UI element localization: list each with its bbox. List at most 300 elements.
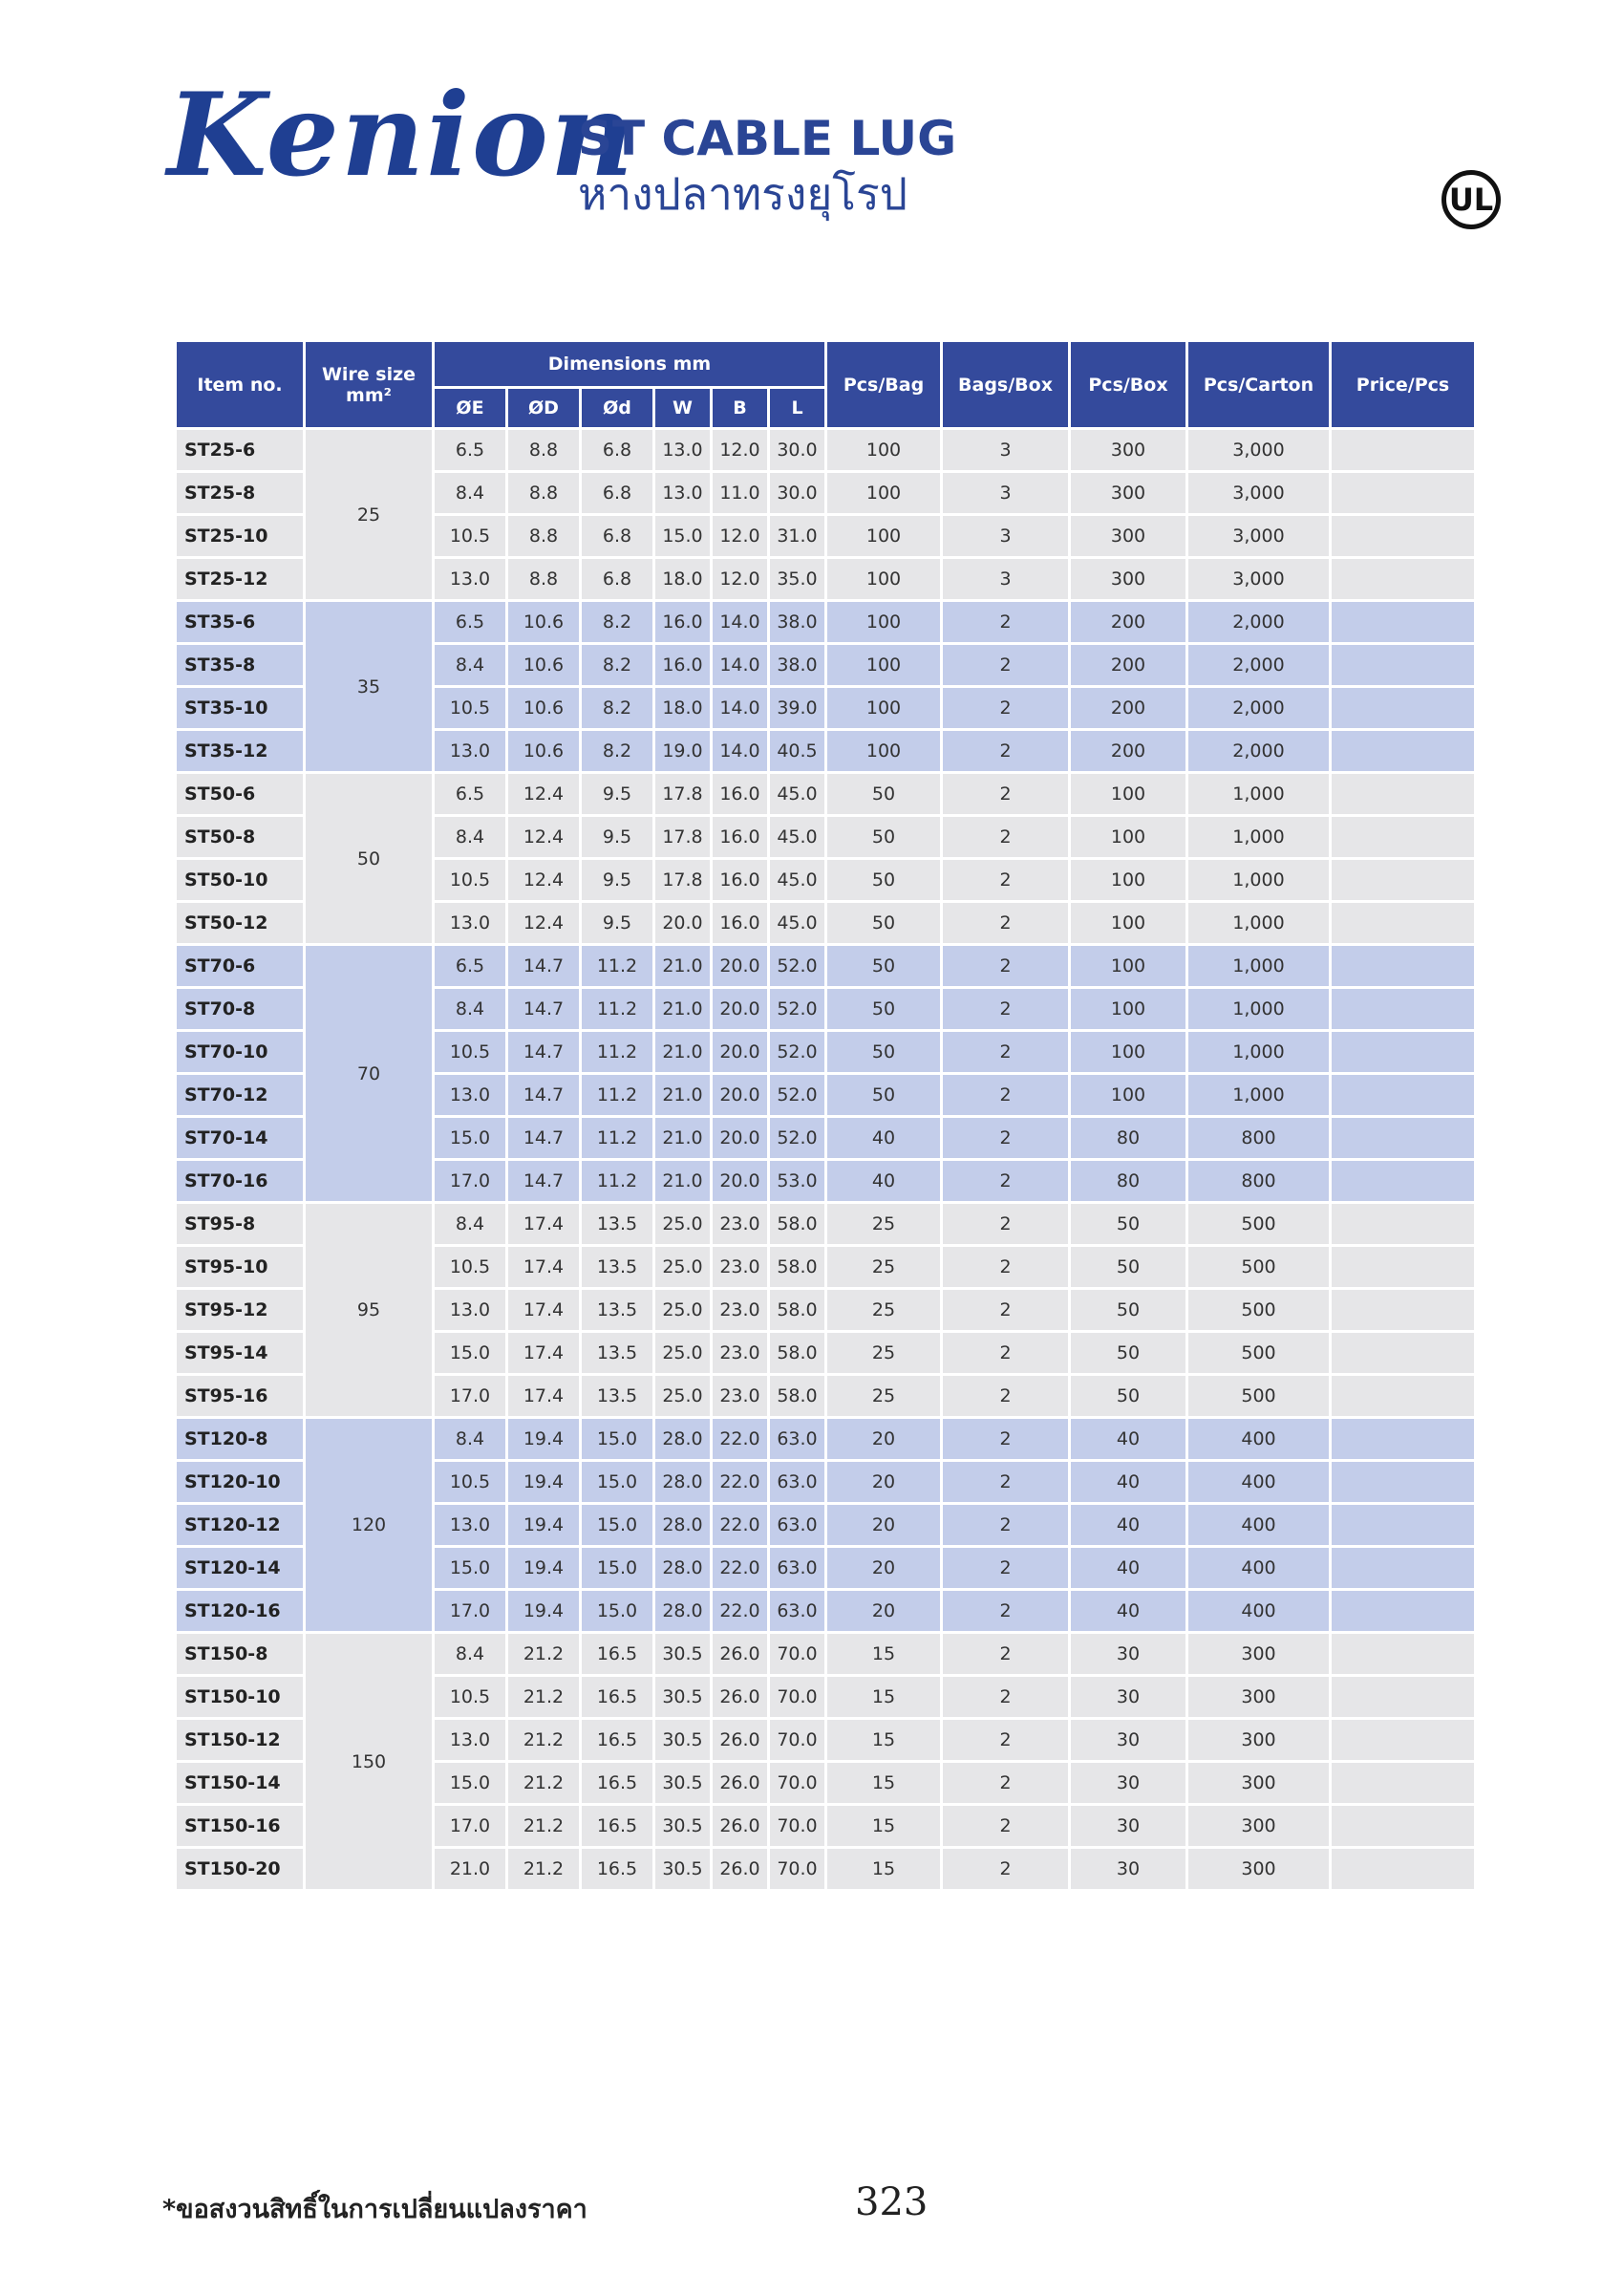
cell-dim-l: 30.0 [770, 473, 824, 513]
cell-item-no: ST95-16 [177, 1376, 303, 1416]
cell-dim-big-d: 21.2 [508, 1634, 579, 1674]
cell-dim-l: 39.0 [770, 688, 824, 728]
page-title: ST CABLE LUG [578, 111, 957, 166]
cell-dim-big-d: 8.8 [508, 473, 579, 513]
cell-dim-b: 20.0 [713, 1075, 767, 1115]
cell-dim-l: 70.0 [770, 1677, 824, 1717]
cell-pcs-carton: 1,000 [1188, 1075, 1329, 1115]
cell-dim-l: 63.0 [770, 1548, 824, 1588]
cell-price-pcs [1332, 1032, 1474, 1072]
cell-dim-b: 11.0 [713, 473, 767, 513]
cell-dim-small-d: 13.5 [582, 1204, 652, 1244]
cell-item-no: ST50-6 [177, 774, 303, 814]
cell-dim-big-d: 17.4 [508, 1290, 579, 1330]
cell-dim-b: 23.0 [713, 1204, 767, 1244]
cell-pcs-box: 30 [1071, 1806, 1185, 1846]
cell-dim-w: 17.8 [655, 774, 710, 814]
cell-pcs-carton: 400 [1188, 1419, 1329, 1459]
cell-dim-w: 13.0 [655, 430, 710, 470]
cell-dim-e: 10.5 [435, 1247, 505, 1287]
cell-item-no: ST35-8 [177, 645, 303, 685]
cell-pcs-carton: 1,000 [1188, 989, 1329, 1029]
cell-dim-e: 17.0 [435, 1806, 505, 1846]
cell-pcs-carton: 3,000 [1188, 430, 1329, 470]
cell-dim-small-d: 15.0 [582, 1419, 652, 1459]
cell-dim-e: 10.5 [435, 860, 505, 900]
cell-dim-l: 35.0 [770, 559, 824, 599]
cell-bags-box: 2 [943, 1720, 1068, 1760]
cell-pcs-box: 100 [1071, 860, 1185, 900]
cell-dim-small-d: 6.8 [582, 516, 652, 556]
cell-dim-l: 52.0 [770, 1075, 824, 1115]
cell-pcs-carton: 1,000 [1188, 774, 1329, 814]
cell-dim-big-d: 14.7 [508, 1161, 579, 1201]
cell-pcs-box: 300 [1071, 559, 1185, 599]
cell-dim-e: 8.4 [435, 1634, 505, 1674]
cell-dim-b: 12.0 [713, 516, 767, 556]
cell-price-pcs [1332, 430, 1474, 470]
cell-bags-box: 2 [943, 1290, 1068, 1330]
cell-item-no: ST95-8 [177, 1204, 303, 1244]
cell-dim-l: 53.0 [770, 1161, 824, 1201]
cell-item-no: ST35-6 [177, 602, 303, 642]
cell-pcs-carton: 2,000 [1188, 602, 1329, 642]
cell-dim-big-d: 19.4 [508, 1505, 579, 1545]
cell-bags-box: 2 [943, 1462, 1068, 1502]
cell-pcs-bag: 50 [827, 1075, 940, 1115]
cell-dim-w: 21.0 [655, 1118, 710, 1158]
header-dim-l: L [770, 389, 824, 427]
cell-pcs-box: 50 [1071, 1290, 1185, 1330]
cell-price-pcs [1332, 731, 1474, 771]
cell-dim-small-d: 15.0 [582, 1591, 652, 1631]
cell-pcs-box: 30 [1071, 1763, 1185, 1803]
cell-pcs-bag: 50 [827, 860, 940, 900]
cell-pcs-bag: 50 [827, 946, 940, 986]
cell-price-pcs [1332, 1075, 1474, 1115]
cell-dim-b: 26.0 [713, 1634, 767, 1674]
cell-dim-b: 16.0 [713, 774, 767, 814]
cell-pcs-box: 200 [1071, 688, 1185, 728]
table-row [177, 1419, 1474, 1459]
cell-dim-small-d: 11.2 [582, 1032, 652, 1072]
cell-pcs-box: 300 [1071, 430, 1185, 470]
cell-dim-big-d: 8.8 [508, 430, 579, 470]
cell-dim-l: 58.0 [770, 1333, 824, 1373]
cell-pcs-bag: 100 [827, 473, 940, 513]
cell-dim-small-d: 16.5 [582, 1634, 652, 1674]
cell-item-no: ST70-12 [177, 1075, 303, 1115]
cell-dim-small-d: 9.5 [582, 817, 652, 857]
cell-dim-e: 15.0 [435, 1548, 505, 1588]
cell-pcs-carton: 800 [1188, 1161, 1329, 1201]
cell-pcs-bag: 100 [827, 559, 940, 599]
cell-price-pcs [1332, 1505, 1474, 1545]
cell-bags-box: 2 [943, 645, 1068, 685]
cell-dim-small-d: 11.2 [582, 1075, 652, 1115]
cell-dim-big-d: 17.4 [508, 1376, 579, 1416]
cell-pcs-carton: 500 [1188, 1290, 1329, 1330]
cell-pcs-box: 100 [1071, 989, 1185, 1029]
cell-pcs-box: 40 [1071, 1548, 1185, 1588]
cell-price-pcs [1332, 1591, 1474, 1631]
table-row [177, 946, 1474, 986]
cell-pcs-carton: 300 [1188, 1763, 1329, 1803]
cell-bags-box: 2 [943, 688, 1068, 728]
cell-price-pcs [1332, 1677, 1474, 1717]
cell-dim-l: 45.0 [770, 774, 824, 814]
cell-price-pcs [1332, 559, 1474, 599]
cell-pcs-carton: 500 [1188, 1247, 1329, 1287]
cell-dim-l: 63.0 [770, 1591, 824, 1631]
cell-dim-big-d: 17.4 [508, 1204, 579, 1244]
cell-price-pcs [1332, 1462, 1474, 1502]
cell-dim-small-d: 6.8 [582, 473, 652, 513]
cell-dim-big-d: 10.6 [508, 688, 579, 728]
cell-dim-w: 19.0 [655, 731, 710, 771]
cell-dim-small-d: 9.5 [582, 774, 652, 814]
cell-pcs-carton: 300 [1188, 1720, 1329, 1760]
cell-price-pcs [1332, 1333, 1474, 1373]
cell-dim-b: 23.0 [713, 1333, 767, 1373]
cell-dim-small-d: 13.5 [582, 1247, 652, 1287]
cell-pcs-bag: 25 [827, 1204, 940, 1244]
cell-bags-box: 2 [943, 1806, 1068, 1846]
cell-pcs-box: 50 [1071, 1204, 1185, 1244]
cell-pcs-carton: 500 [1188, 1204, 1329, 1244]
cell-dim-e: 15.0 [435, 1333, 505, 1373]
cell-dim-b: 20.0 [713, 1032, 767, 1072]
cell-price-pcs [1332, 989, 1474, 1029]
cell-pcs-box: 80 [1071, 1118, 1185, 1158]
cell-bags-box: 2 [943, 1634, 1068, 1674]
cell-item-no: ST120-16 [177, 1591, 303, 1631]
cell-pcs-bag: 20 [827, 1419, 940, 1459]
cell-dim-l: 40.5 [770, 731, 824, 771]
cell-dim-w: 17.8 [655, 817, 710, 857]
header-dim-e: ØE [435, 389, 505, 427]
cell-pcs-bag: 20 [827, 1505, 940, 1545]
cell-item-no: ST120-14 [177, 1548, 303, 1588]
cell-dim-e: 17.0 [435, 1161, 505, 1201]
cell-price-pcs [1332, 946, 1474, 986]
cell-pcs-box: 100 [1071, 903, 1185, 943]
cell-pcs-carton: 3,000 [1188, 516, 1329, 556]
cell-pcs-box: 300 [1071, 473, 1185, 513]
cell-pcs-bag: 50 [827, 903, 940, 943]
cell-dim-b: 14.0 [713, 602, 767, 642]
cell-price-pcs [1332, 817, 1474, 857]
cell-dim-e: 13.0 [435, 903, 505, 943]
cell-dim-small-d: 11.2 [582, 1161, 652, 1201]
cell-dim-w: 13.0 [655, 473, 710, 513]
cell-price-pcs [1332, 688, 1474, 728]
cell-dim-b: 26.0 [713, 1806, 767, 1846]
cell-dim-b: 14.0 [713, 688, 767, 728]
cell-pcs-carton: 400 [1188, 1548, 1329, 1588]
cell-pcs-box: 100 [1071, 817, 1185, 857]
cell-item-no: ST95-10 [177, 1247, 303, 1287]
cell-item-no: ST150-14 [177, 1763, 303, 1803]
cell-pcs-carton: 500 [1188, 1376, 1329, 1416]
cell-dim-small-d: 13.5 [582, 1290, 652, 1330]
cell-dim-big-d: 21.2 [508, 1849, 579, 1889]
cell-dim-w: 30.5 [655, 1806, 710, 1846]
cell-dim-w: 28.0 [655, 1505, 710, 1545]
cell-dim-big-d: 12.4 [508, 774, 579, 814]
cell-dim-big-d: 14.7 [508, 1118, 579, 1158]
cell-bags-box: 3 [943, 559, 1068, 599]
cell-price-pcs [1332, 1247, 1474, 1287]
cell-price-pcs [1332, 1806, 1474, 1846]
table-row [177, 774, 1474, 814]
header-bags-box: Bags/Box [943, 342, 1068, 427]
cell-pcs-carton: 1,000 [1188, 903, 1329, 943]
cell-bags-box: 2 [943, 1849, 1068, 1889]
cell-pcs-bag: 50 [827, 989, 940, 1029]
cell-dim-b: 22.0 [713, 1591, 767, 1631]
cell-dim-small-d: 8.2 [582, 731, 652, 771]
cell-price-pcs [1332, 1720, 1474, 1760]
cell-dim-e: 6.5 [435, 774, 505, 814]
cell-pcs-bag: 20 [827, 1591, 940, 1631]
cell-price-pcs [1332, 774, 1474, 814]
cell-bags-box: 3 [943, 430, 1068, 470]
cell-dim-big-d: 12.4 [508, 817, 579, 857]
cell-pcs-carton: 1,000 [1188, 860, 1329, 900]
header-dimensions: Dimensions mm [435, 342, 824, 386]
cell-dim-l: 52.0 [770, 1032, 824, 1072]
cell-bags-box: 2 [943, 1032, 1068, 1072]
cell-dim-big-d: 21.2 [508, 1677, 579, 1717]
cell-dim-big-d: 19.4 [508, 1548, 579, 1588]
cell-pcs-box: 100 [1071, 774, 1185, 814]
cell-pcs-box: 300 [1071, 516, 1185, 556]
cell-dim-b: 20.0 [713, 946, 767, 986]
cell-bags-box: 2 [943, 1419, 1068, 1459]
table-row [177, 430, 1474, 470]
cell-dim-small-d: 15.0 [582, 1462, 652, 1502]
cell-dim-big-d: 17.4 [508, 1247, 579, 1287]
page-number: 323 [855, 2180, 929, 2224]
cell-dim-b: 26.0 [713, 1677, 767, 1717]
page-subtitle: หางปลาทรงยุโรป [578, 168, 908, 220]
cell-dim-e: 21.0 [435, 1849, 505, 1889]
cell-item-no: ST70-10 [177, 1032, 303, 1072]
cell-bags-box: 2 [943, 1548, 1068, 1588]
cell-bags-box: 2 [943, 1376, 1068, 1416]
cell-dim-b: 26.0 [713, 1849, 767, 1889]
cell-dim-w: 21.0 [655, 1161, 710, 1201]
cell-dim-e: 13.0 [435, 559, 505, 599]
cell-dim-l: 63.0 [770, 1505, 824, 1545]
cell-dim-w: 16.0 [655, 602, 710, 642]
cell-dim-l: 45.0 [770, 903, 824, 943]
cell-dim-big-d: 8.8 [508, 559, 579, 599]
cell-item-no: ST70-8 [177, 989, 303, 1029]
cell-price-pcs [1332, 903, 1474, 943]
cell-dim-w: 18.0 [655, 559, 710, 599]
cell-dim-w: 20.0 [655, 903, 710, 943]
cell-dim-w: 28.0 [655, 1591, 710, 1631]
table-row [177, 1204, 1474, 1244]
cell-bags-box: 2 [943, 860, 1068, 900]
cell-dim-small-d: 11.2 [582, 989, 652, 1029]
cell-pcs-box: 30 [1071, 1677, 1185, 1717]
cell-pcs-box: 100 [1071, 1075, 1185, 1115]
cell-dim-big-d: 10.6 [508, 602, 579, 642]
cell-pcs-bag: 100 [827, 645, 940, 685]
cell-dim-small-d: 15.0 [582, 1505, 652, 1545]
cell-pcs-box: 100 [1071, 946, 1185, 986]
cell-dim-l: 63.0 [770, 1462, 824, 1502]
cell-dim-w: 30.5 [655, 1763, 710, 1803]
cell-pcs-bag: 15 [827, 1720, 940, 1760]
cell-bags-box: 2 [943, 774, 1068, 814]
cell-dim-e: 13.0 [435, 1505, 505, 1545]
cell-price-pcs [1332, 1419, 1474, 1459]
cell-dim-e: 6.5 [435, 602, 505, 642]
cell-pcs-carton: 300 [1188, 1677, 1329, 1717]
brand-logo: Kenion [167, 68, 636, 203]
cell-dim-b: 22.0 [713, 1462, 767, 1502]
cell-pcs-carton: 2,000 [1188, 688, 1329, 728]
cell-pcs-bag: 20 [827, 1548, 940, 1588]
cell-dim-small-d: 8.2 [582, 688, 652, 728]
cell-item-no: ST50-10 [177, 860, 303, 900]
cell-pcs-bag: 25 [827, 1376, 940, 1416]
cell-dim-big-d: 19.4 [508, 1462, 579, 1502]
cell-pcs-carton: 500 [1188, 1333, 1329, 1373]
cell-dim-big-d: 14.7 [508, 946, 579, 986]
cell-dim-small-d: 13.5 [582, 1376, 652, 1416]
cell-item-no: ST120-8 [177, 1419, 303, 1459]
cell-pcs-box: 40 [1071, 1505, 1185, 1545]
cell-dim-big-d: 17.4 [508, 1333, 579, 1373]
cell-dim-e: 6.5 [435, 946, 505, 986]
cell-pcs-carton: 300 [1188, 1806, 1329, 1846]
cell-dim-b: 14.0 [713, 731, 767, 771]
cell-dim-big-d: 10.6 [508, 731, 579, 771]
cell-dim-small-d: 8.2 [582, 602, 652, 642]
cell-dim-e: 6.5 [435, 430, 505, 470]
cell-dim-w: 30.5 [655, 1677, 710, 1717]
cell-dim-e: 10.5 [435, 1462, 505, 1502]
cell-dim-w: 28.0 [655, 1462, 710, 1502]
cell-dim-l: 70.0 [770, 1763, 824, 1803]
cell-item-no: ST150-8 [177, 1634, 303, 1674]
cell-dim-l: 58.0 [770, 1204, 824, 1244]
cell-pcs-bag: 100 [827, 430, 940, 470]
cell-dim-w: 30.5 [655, 1720, 710, 1760]
cell-price-pcs [1332, 516, 1474, 556]
cell-pcs-box: 200 [1071, 602, 1185, 642]
cell-pcs-carton: 3,000 [1188, 473, 1329, 513]
table-row [177, 1634, 1474, 1674]
cell-dim-small-d: 16.5 [582, 1720, 652, 1760]
cell-wire-size: 70 [306, 946, 432, 1201]
cell-dim-b: 22.0 [713, 1419, 767, 1459]
cell-pcs-bag: 25 [827, 1247, 940, 1287]
cell-dim-w: 16.0 [655, 645, 710, 685]
cell-dim-l: 58.0 [770, 1247, 824, 1287]
cell-dim-big-d: 10.6 [508, 645, 579, 685]
cell-dim-b: 26.0 [713, 1720, 767, 1760]
cell-dim-b: 22.0 [713, 1505, 767, 1545]
cell-item-no: ST95-12 [177, 1290, 303, 1330]
cell-item-no: ST25-12 [177, 559, 303, 599]
cell-wire-size: 150 [306, 1634, 432, 1889]
cell-pcs-carton: 3,000 [1188, 559, 1329, 599]
cell-dim-e: 8.4 [435, 645, 505, 685]
cell-pcs-carton: 1,000 [1188, 1032, 1329, 1072]
cell-bags-box: 2 [943, 1505, 1068, 1545]
cell-dim-b: 20.0 [713, 1161, 767, 1201]
cell-dim-l: 45.0 [770, 860, 824, 900]
cell-price-pcs [1332, 1763, 1474, 1803]
ul-certification-icon: UL [1441, 170, 1501, 229]
header-dim-w: W [655, 389, 710, 427]
cell-dim-l: 58.0 [770, 1376, 824, 1416]
cell-dim-w: 30.5 [655, 1634, 710, 1674]
spec-table [174, 339, 1477, 1892]
cell-dim-small-d: 15.0 [582, 1548, 652, 1588]
cell-dim-small-d: 16.5 [582, 1806, 652, 1846]
cell-price-pcs [1332, 1548, 1474, 1588]
cell-dim-small-d: 16.5 [582, 1677, 652, 1717]
cell-dim-e: 17.0 [435, 1376, 505, 1416]
cell-dim-big-d: 21.2 [508, 1763, 579, 1803]
cell-dim-w: 15.0 [655, 516, 710, 556]
cell-wire-size: 35 [306, 602, 432, 771]
cell-bags-box: 2 [943, 946, 1068, 986]
cell-bags-box: 2 [943, 903, 1068, 943]
header-dim-b: B [713, 389, 767, 427]
cell-pcs-carton: 800 [1188, 1118, 1329, 1158]
cell-dim-b: 20.0 [713, 989, 767, 1029]
cell-price-pcs [1332, 602, 1474, 642]
cell-dim-b: 16.0 [713, 860, 767, 900]
cell-item-no: ST25-8 [177, 473, 303, 513]
cell-wire-size: 50 [306, 774, 432, 943]
cell-bags-box: 2 [943, 817, 1068, 857]
cell-dim-l: 70.0 [770, 1720, 824, 1760]
cell-dim-l: 52.0 [770, 989, 824, 1029]
cell-pcs-carton: 400 [1188, 1591, 1329, 1631]
cell-dim-b: 16.0 [713, 903, 767, 943]
cell-dim-b: 20.0 [713, 1118, 767, 1158]
cell-pcs-box: 30 [1071, 1849, 1185, 1889]
cell-item-no: ST150-10 [177, 1677, 303, 1717]
cell-pcs-bag: 15 [827, 1677, 940, 1717]
cell-dim-big-d: 19.4 [508, 1419, 579, 1459]
cell-pcs-bag: 100 [827, 602, 940, 642]
cell-dim-e: 10.5 [435, 688, 505, 728]
cell-item-no: ST50-8 [177, 817, 303, 857]
cell-dim-b: 14.0 [713, 645, 767, 685]
cell-item-no: ST150-20 [177, 1849, 303, 1889]
cell-dim-b: 12.0 [713, 559, 767, 599]
cell-dim-w: 18.0 [655, 688, 710, 728]
cell-item-no: ST120-10 [177, 1462, 303, 1502]
cell-dim-big-d: 21.2 [508, 1806, 579, 1846]
cell-pcs-box: 30 [1071, 1634, 1185, 1674]
cell-dim-e: 8.4 [435, 989, 505, 1029]
cell-dim-w: 25.0 [655, 1290, 710, 1330]
price-disclaimer: *ขอสงวนสิทธิ์ในการเปลี่ยนแปลงราคา [162, 2195, 587, 2224]
cell-pcs-carton: 300 [1188, 1634, 1329, 1674]
header-wire-size: Wire size mm² [306, 342, 432, 427]
